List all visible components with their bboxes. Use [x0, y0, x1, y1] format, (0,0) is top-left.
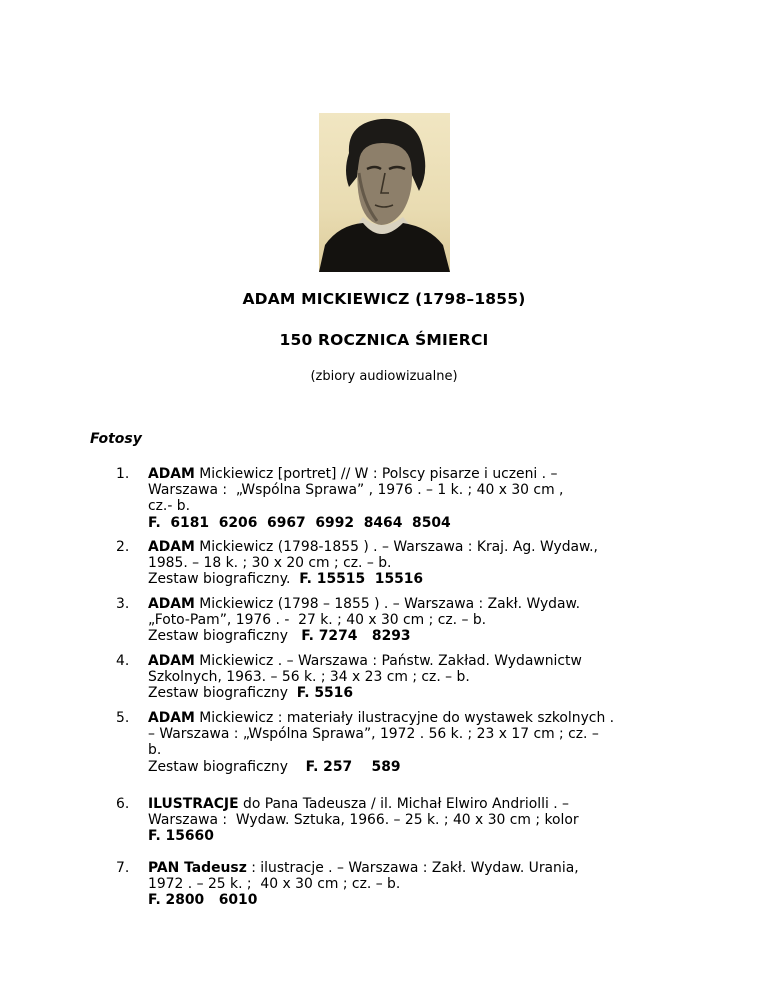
bold-segment: ADAM: [148, 710, 195, 726]
entry-line: [148, 742, 678, 758]
text-segment: : ilustracje . – Warszawa : Zakł. Wydaw. Urania,: [246, 860, 579, 876]
entry-text: [148, 796, 678, 845]
text-segment: Mickiewicz (1798-1855 ) . – Warszawa : Kraj. Ag. Wydaw.,: [194, 539, 598, 555]
entry-number: 5.: [116, 710, 130, 726]
bold-segment: ADAM: [148, 466, 195, 482]
entry-number: 4.: [116, 653, 130, 669]
text-segment: Zestaw biograficzny: [148, 685, 297, 702]
text-segment: Szkolnych, 1963. – 56 k. ; 34 x 23 cm ; cz. – b.: [148, 669, 470, 686]
entry-line: [148, 710, 678, 726]
entry-text: [148, 653, 678, 702]
entry-line: [148, 653, 678, 669]
bold-segment: F. 2800 6010: [148, 892, 258, 909]
entry-number: 3.: [116, 596, 130, 612]
text-segment: „Foto-Pam”, 1976 . - 27 k. ; 40 x 30 cm ; cz. – b.: [148, 612, 487, 629]
portrait-engraving-icon: [319, 113, 450, 272]
text-segment: cz.- b.: [148, 498, 191, 515]
entry-line: [148, 860, 678, 876]
text-segment: do Pana Tadeusza / il. Michał Elwiro Andriolli . –: [238, 796, 569, 812]
entry-line: [148, 828, 678, 844]
bold-segment: ADAM: [148, 653, 195, 669]
entry-line: [148, 726, 678, 742]
page-title: ADAM MICKIEWICZ (1798–1855): [242, 290, 526, 308]
bold-segment: F. 15515 15516: [299, 571, 424, 588]
entry-line: [148, 628, 678, 644]
entry-number: 2.: [116, 539, 130, 555]
entry-number: 1.: [116, 466, 130, 482]
entry-line: [148, 466, 678, 482]
entry-line: [148, 596, 678, 612]
entry-line: [148, 796, 678, 812]
entry-line: [148, 555, 678, 571]
entry-line: [148, 515, 678, 531]
bold-segment: F. 7274 8293: [301, 628, 411, 645]
entry-line: [148, 571, 678, 587]
bold-segment: PAN Tadeusz: [148, 860, 247, 876]
entry-text: [148, 596, 678, 645]
text-segment: Mickiewicz : materiały ilustracyjne do wystawek szkolnych .: [194, 710, 615, 726]
text-segment: Zestaw biograficzny.: [148, 571, 300, 588]
text-segment: Warszawa : Wydaw. Sztuka, 1966. – 25 k. ; 40 x 30 cm ; kolor: [148, 812, 579, 829]
entry-line: [148, 892, 678, 908]
entry-line: [148, 812, 678, 828]
portrait-image: [319, 113, 450, 272]
bold-segment: ILUSTRACJE: [148, 796, 239, 812]
entry-line: [148, 539, 678, 555]
bold-segment: ADAM: [148, 539, 195, 555]
text-segment: Mickiewicz . – Warszawa : Państw. Zakład. Wydawnictw: [194, 653, 582, 669]
entry-text: [148, 710, 678, 775]
text-segment: b.: [148, 742, 162, 759]
entry-number: 6.: [116, 796, 130, 812]
entry-line: [148, 759, 678, 775]
entry-line: [148, 685, 678, 701]
text-segment: 1985. – 18 k. ; 30 x 20 cm ; cz. – b.: [148, 555, 392, 572]
entry-text: [148, 466, 678, 531]
text-segment: 1972 . – 25 k. ; 40 x 30 cm ; cz. – b.: [148, 876, 401, 893]
text-segment: Mickiewicz (1798 – 1855 ) . – Warszawa : Zakł. Wydaw.: [194, 596, 580, 612]
bold-segment: F. 15660: [148, 828, 214, 845]
text-segment: Warszawa : „Wspólna Sprawa” , 1976 . – 1 k. ; 40 x 30 cm ,: [148, 482, 564, 499]
entry-text: [148, 860, 678, 909]
text-segment: – Warszawa : „Wspólna Sprawa”, 1972 . 56 k. ; 23 x 17 cm ; cz. –: [148, 726, 599, 743]
entry-line: [148, 612, 678, 628]
bold-segment: F. 257 589: [305, 758, 401, 775]
page-subtitle: 150 ROCZNICA ŚMIERCI: [279, 331, 489, 349]
bold-segment: F. 5516: [296, 685, 354, 702]
text-segment: Zestaw biograficzny: [148, 758, 306, 775]
entry-line: [148, 669, 678, 685]
text-segment: Mickiewicz [portret] // W : Polscy pisarze i uczeni . –: [194, 466, 558, 482]
collection-note: (zbiory audiowizualne): [310, 369, 458, 384]
entry-text: [148, 539, 678, 588]
bold-segment: F. 6181 6206 6967 6992 8464 8504: [148, 514, 451, 531]
entry-number: 7.: [116, 860, 130, 876]
entry-line: [148, 876, 678, 892]
section-heading: Fotosy: [90, 431, 142, 447]
entry-line: [148, 482, 678, 498]
entry-line: [148, 498, 678, 514]
text-segment: Zestaw biograficzny: [148, 628, 302, 645]
bold-segment: ADAM: [148, 596, 195, 612]
